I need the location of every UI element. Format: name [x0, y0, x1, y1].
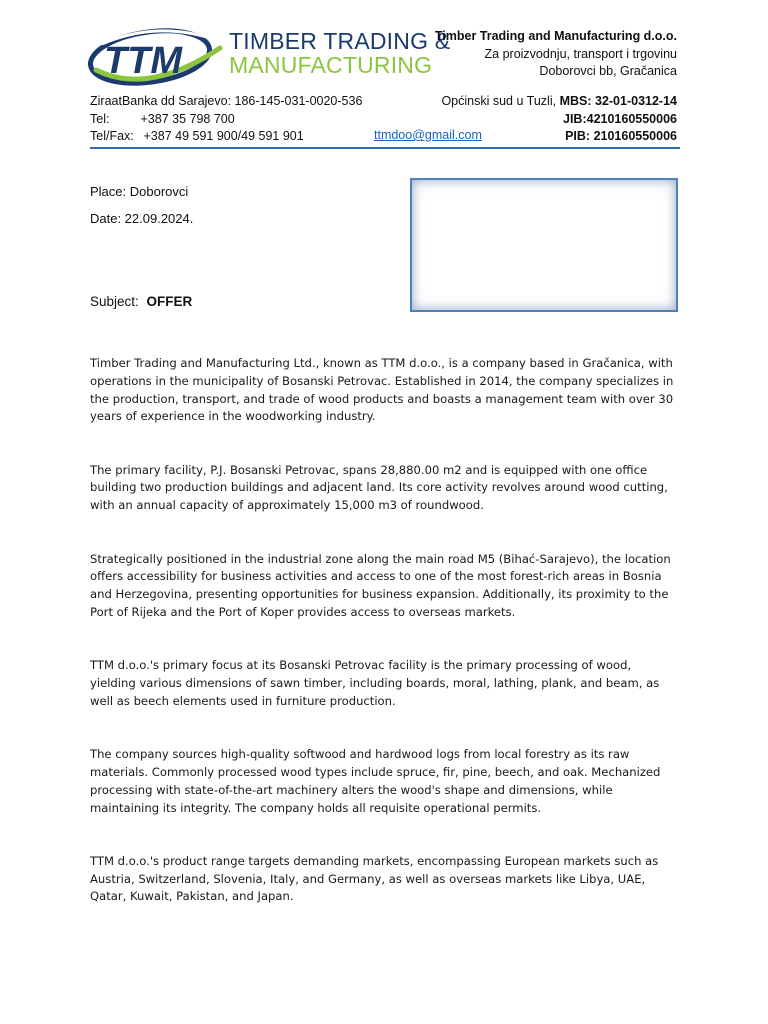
paragraph: Strategically positioned in the industrial zone along the main road M5 (Bihać-Sarajevo), the location offers accessibility for business activities and access to one of the most forest-rich areas in Bosnia and Herzegovina, presenting opportunities for business expansion. Additionally, its proximity to the Port of Rijeka and the Port of Koper provides access to overseas markets. — [90, 551, 671, 619]
telfax-row — [90, 128, 362, 146]
tel-row — [90, 111, 362, 129]
brand-line-1: TIMBER TRADING & — [229, 28, 451, 54]
paragraph: Timber Trading and Manufacturing Ltd., known as TTM d.o.o., is a company based in Gračanica, with operations in the municipality of Bosanski Petrovac. Established in 2014, the company specializes in the production, transport, and trade of wood products and boasts a management team with over 30 years of experience in the woodworking industry. — [90, 356, 674, 424]
subject-label: Subject: — [90, 294, 139, 309]
paragraph: TTM d.o.o.'s primary focus at its Bosanski Petrovac facility is the primary processing of wood, yielding various dimensions of sawn timber, including boards, moral, lathing, plank, and beam, as well as beech elements used in furniture production. — [90, 658, 660, 708]
brand-line-2: MANUFACTURING — [229, 52, 433, 78]
tel-label: Tel: — [90, 111, 110, 126]
place-line: Place: Doborovci — [90, 184, 189, 199]
email-link[interactable]: ttmdoo@gmail.com — [374, 128, 482, 142]
subject-line — [90, 294, 192, 309]
company-description: Za proizvodnju, transport i trgovinu — [484, 46, 677, 61]
bank-account: ZiraatBanka dd Sarajevo: 186-145-031-0020-536 — [90, 94, 363, 108]
paragraph: The company sources high-quality softwood and hardwood logs from local forestry as its raw materials. Commonly processed wood types include spruce, fir, pine, beech, and oak. Mechanized processing with state-of-the-art machinery alters the wood's shape and dimensions, while maintaining its integrity. The company holds all requisite operational permits. — [90, 747, 661, 815]
contact-info — [90, 93, 362, 146]
paragraph: TTM d.o.o.'s product range targets demanding markets, encompassing European markets such as Austria, Switzerland, Slovenia, Italy, and Germany, as well as overseas markets like Libya, UAE, Qatar, Kuwait, Pakistan, and Japan. — [90, 853, 659, 904]
subject-value: OFFER — [146, 294, 193, 309]
court-row — [441, 93, 677, 111]
ttm-logo — [88, 26, 228, 88]
telfax-value: +387 49 591 900/49 591 901 — [143, 129, 304, 143]
tel-value: +387 35 798 700 — [140, 111, 235, 126]
company-address: Doborovci bb, Gračanica — [539, 64, 677, 78]
pib-number: PIB: 210160550006 — [565, 129, 677, 143]
header-divider — [90, 147, 680, 149]
jib-number: JIB:4210160550006 — [563, 111, 677, 126]
jib-row — [441, 111, 677, 129]
mbs-number: MBS: 32-01-0312-14 — [559, 94, 677, 108]
court-prefix: Općinski sud u Tuzli, — [441, 94, 557, 108]
recipient-address-box — [410, 178, 678, 312]
company-name: Timber Trading and Manufacturing d.o.o. — [434, 29, 677, 43]
pib-row — [441, 128, 677, 146]
date-line: Date: 22.09.2024. — [90, 211, 194, 226]
letter-body — [90, 355, 680, 906]
company-block — [435, 28, 677, 81]
telfax-label: Tel/Fax: — [90, 129, 134, 143]
paragraph: The primary facility, P.J. Bosanski Petrovac, spans 28,880.00 m2 and is equipped with one office building two production buildings and adjacent land. Its core activity revolves around wood cutting, with an annual capacity of approximately 15,000 m3 of roundwood. — [90, 462, 668, 513]
registration-info — [441, 93, 677, 146]
bank-row — [90, 93, 362, 111]
svg-text:TTM: TTM — [104, 40, 183, 82]
